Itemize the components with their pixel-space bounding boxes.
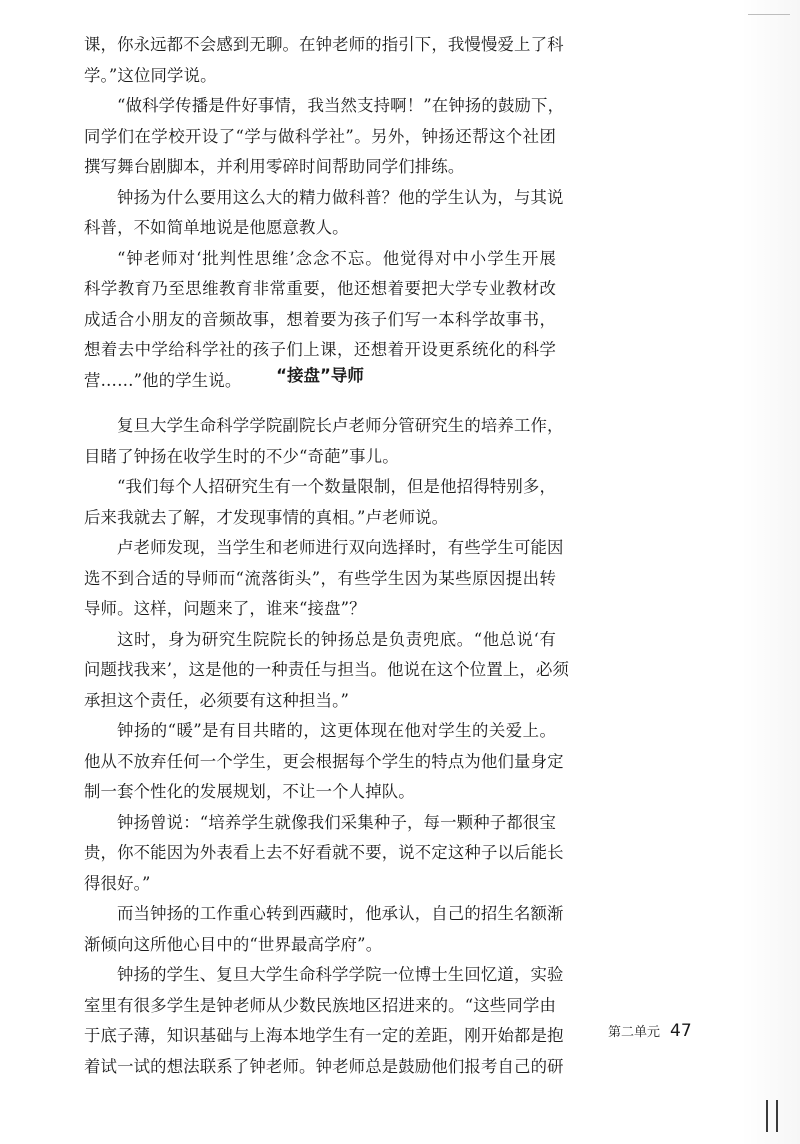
text-line: 学。”这位同学说。 xyxy=(84,65,217,85)
text-line: 钟扬曾说：“培养学生就像我们采集种子，每一颗种子都很宝 xyxy=(117,812,556,832)
scan-edge-shadow xyxy=(740,0,800,1144)
text-line: 承担这个责任，必须要有这种担当。” xyxy=(84,690,349,710)
binding-line xyxy=(766,1100,768,1132)
text-line: 复旦大学生命科学学院副院长卢老师分管研究生的培养工作， xyxy=(117,416,564,435)
text-line: “我们每个人招研究生有一个数量限制，但是他招得特别多， xyxy=(117,477,556,496)
page-number: 47 xyxy=(670,1021,692,1041)
text-line: 这时，身为研究生院院长的钟扬总是负责兜底。“他总说‘有 xyxy=(117,629,556,649)
text-line: 得很好。” xyxy=(84,873,151,893)
text-line: 成适合小朋友的音频故事，想着要为孩子们写一本科学故事书， xyxy=(84,309,556,329)
text-line: 选不到合适的导师而“流落街头”，有些学生因为某些原因提出转 xyxy=(84,568,556,588)
binding-marks xyxy=(764,1100,784,1134)
text-line: 导师。这样，问题来了，谁来“接盘”？ xyxy=(84,599,366,618)
text-line: 科普，不如简单地说是他愿意教人。 xyxy=(84,218,349,237)
text-line: 科学教育乃至思维教育非常重要，他还想着要把大学专业教材改 xyxy=(84,279,556,298)
text-line: 着试一试的想法联系了钟老师。钟老师总是鼓励他们报考自己的研 xyxy=(84,1056,564,1076)
top-edge-mark xyxy=(748,14,790,15)
text-line: 而当钟扬的工作重心转到西藏时，他承认，自己的招生名额渐 xyxy=(117,904,564,923)
text-line: 室里有很多学生是钟老师从少数民族地区招进来的。“这些同学由 xyxy=(84,995,556,1015)
text-line: 后来我就去了解，才发现事情的真相。”卢老师说。 xyxy=(84,507,449,527)
text-line: 钟扬的“暖”是有目共睹的，这更体现在他对学生的关爱上。 xyxy=(117,721,556,740)
text-line: 同学们在学校开设了“学与做科学社”。另外，钟扬还帮这个社团 xyxy=(84,126,556,146)
unit-label: 第二单元 xyxy=(608,1025,661,1040)
binding-line xyxy=(776,1100,778,1132)
text-line: “做科学传播是件好事情，我当然支持啊！”在钟扬的鼓励下， xyxy=(117,96,565,115)
text-line: 钟扬的学生、复旦大学生命科学学院一位博士生回忆道，实验 xyxy=(117,965,564,984)
text-line: 目睹了钟扬在收学生时的不少“奇葩”事儿。 xyxy=(84,446,399,466)
text-line: 问题找我来’，这是他的一种责任与担当。他说在这个位置上，必须 xyxy=(84,660,570,679)
text-line: 制一套个性化的发展规划，不让一个人掉队。 xyxy=(84,782,415,801)
text-line: 渐倾向这所他心目中的“世界最高学府”。 xyxy=(84,934,383,954)
text-line: 课，你永远都不会感到无聊。在钟老师的指引下，我慢慢爱上了科 xyxy=(84,35,564,54)
text-line: 他从不放弃任何一个学生，更会根据每个学生的特点为他们量身定 xyxy=(84,751,564,771)
text-line: 贵，你不能因为外表看上去不好看就不要，说不定这种子以后能长 xyxy=(84,843,564,862)
text-line: “钟老师对‘批判性思维’念念不忘。他觉得对中小学生开展 xyxy=(117,248,556,268)
body-text-bottom xyxy=(84,411,570,1082)
body-text-top xyxy=(84,30,565,396)
text-line: 营……”他的学生说。 xyxy=(84,370,242,390)
text-line: 于底子薄，知识基础与上海本地学生有一定的差距，刚开始都是抱 xyxy=(84,1026,564,1045)
text-line: 卢老师发现，当学生和老师进行双向选择时，有些学生可能因 xyxy=(117,538,564,557)
text-line: 钟扬为什么要用这么大的精力做科普？他的学生认为，与其说 xyxy=(117,187,564,207)
text-line: 想着去中学给科学社的孩子们上课，还想着开设更系统化的科学 xyxy=(84,340,556,359)
section-heading: “接盘”导师 xyxy=(276,366,364,385)
page-footer xyxy=(608,1020,692,1044)
text-line: 撰写舞台剧脚本，并利用零碎时间帮助同学们排练。 xyxy=(84,157,465,176)
